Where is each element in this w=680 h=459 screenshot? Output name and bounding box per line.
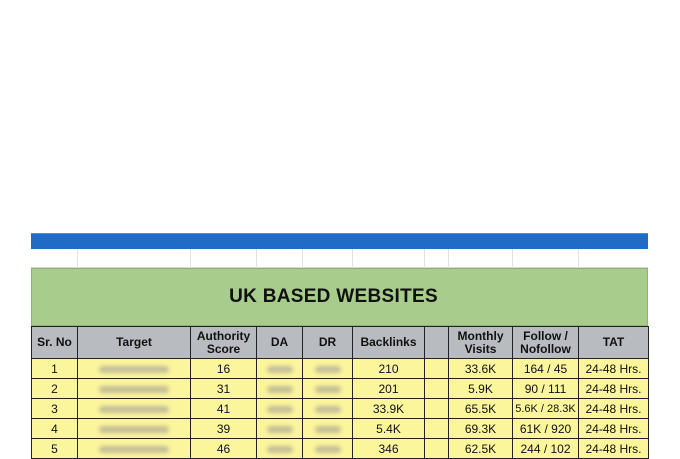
cell-visits: 65.5K [449, 399, 513, 419]
cell-tat: 24-48 Hrs. [579, 399, 649, 419]
grid-line [512, 249, 513, 268]
cell-da [257, 399, 303, 419]
redacted-dr [315, 406, 341, 413]
cell-authority: 41 [191, 399, 257, 419]
redacted-dr [315, 366, 341, 373]
redacted-target [99, 406, 169, 413]
cell-backlinks: 346 [353, 439, 425, 459]
cell-dr [303, 419, 353, 439]
cell-target [78, 439, 191, 459]
cell-follow: 90 / 111 [513, 379, 579, 399]
redacted-dr [315, 446, 341, 453]
grid-line [256, 249, 257, 268]
column-header-follow: Follow / Nofollow [513, 327, 579, 359]
cell-visits: 69.3K [449, 419, 513, 439]
redacted-target [99, 426, 169, 433]
cell-target [78, 399, 191, 419]
column-header-target: Target [78, 327, 191, 359]
table-row [32, 419, 649, 439]
cell-dr [303, 439, 353, 459]
cell-follow: 164 / 45 [513, 359, 579, 379]
table-row [32, 399, 649, 419]
title-banner [31, 268, 648, 326]
grid-line [424, 249, 425, 268]
cell-blank [425, 439, 449, 459]
cell-target [78, 359, 191, 379]
cell-dr [303, 379, 353, 399]
cell-backlinks: 210 [353, 359, 425, 379]
cell-blank [425, 419, 449, 439]
grid-line [352, 249, 353, 268]
column-header-blank [425, 327, 449, 359]
cell-sr: 3 [32, 399, 78, 419]
cell-da [257, 379, 303, 399]
blank-grid-row [31, 249, 648, 268]
cell-dr [303, 399, 353, 419]
table-row [32, 359, 649, 379]
redacted-dr [315, 426, 341, 433]
table-row [32, 379, 649, 399]
redacted-da [267, 446, 293, 453]
table-row [32, 439, 649, 459]
redacted-da [267, 386, 293, 393]
redacted-dr [315, 386, 341, 393]
cell-tat: 24-48 Hrs. [579, 439, 649, 459]
cell-tat: 24-48 Hrs. [579, 379, 649, 399]
cell-blank [425, 399, 449, 419]
cell-follow: 5.6K / 28.3K [513, 399, 579, 419]
redacted-da [267, 406, 293, 413]
cell-sr: 4 [32, 419, 78, 439]
cell-sr: 5 [32, 439, 78, 459]
cell-authority: 39 [191, 419, 257, 439]
column-header-dr: DR [303, 327, 353, 359]
grid-line [578, 249, 579, 268]
column-header-visits: Monthly Visits [449, 327, 513, 359]
column-header-da: DA [257, 327, 303, 359]
cell-tat: 24-48 Hrs. [579, 359, 649, 379]
cell-backlinks: 33.9K [353, 399, 425, 419]
redacted-target [99, 446, 169, 453]
cell-tat: 24-48 Hrs. [579, 419, 649, 439]
cell-authority: 46 [191, 439, 257, 459]
table-title: UK BASED WEBSITES [229, 286, 438, 307]
cell-target [78, 379, 191, 399]
grid-line [190, 249, 191, 268]
cell-follow: 244 / 102 [513, 439, 579, 459]
cell-blank [425, 359, 449, 379]
grid-line [77, 249, 78, 268]
column-header-sr: Sr. No [32, 327, 78, 359]
cell-backlinks: 5.4K [353, 419, 425, 439]
cell-dr [303, 359, 353, 379]
column-header-tat: TAT [579, 327, 649, 359]
redacted-da [267, 426, 293, 433]
cell-sr: 1 [32, 359, 78, 379]
blue-header-band [31, 233, 648, 249]
header-row [32, 327, 649, 359]
cell-authority: 31 [191, 379, 257, 399]
column-header-authority: Authority Score [191, 327, 257, 359]
cell-authority: 16 [191, 359, 257, 379]
grid-line [302, 249, 303, 268]
redacted-target [99, 386, 169, 393]
cell-visits: 5.9K [449, 379, 513, 399]
websites-table [31, 326, 649, 459]
grid-line [448, 249, 449, 268]
cell-target [78, 419, 191, 439]
redacted-da [267, 366, 293, 373]
cell-blank [425, 379, 449, 399]
cell-da [257, 439, 303, 459]
cell-backlinks: 201 [353, 379, 425, 399]
redacted-target [99, 366, 169, 373]
cell-visits: 62.5K [449, 439, 513, 459]
cell-visits: 33.6K [449, 359, 513, 379]
cell-sr: 2 [32, 379, 78, 399]
column-header-backlinks: Backlinks [353, 327, 425, 359]
cell-da [257, 419, 303, 439]
cell-da [257, 359, 303, 379]
cell-follow: 61K / 920 [513, 419, 579, 439]
